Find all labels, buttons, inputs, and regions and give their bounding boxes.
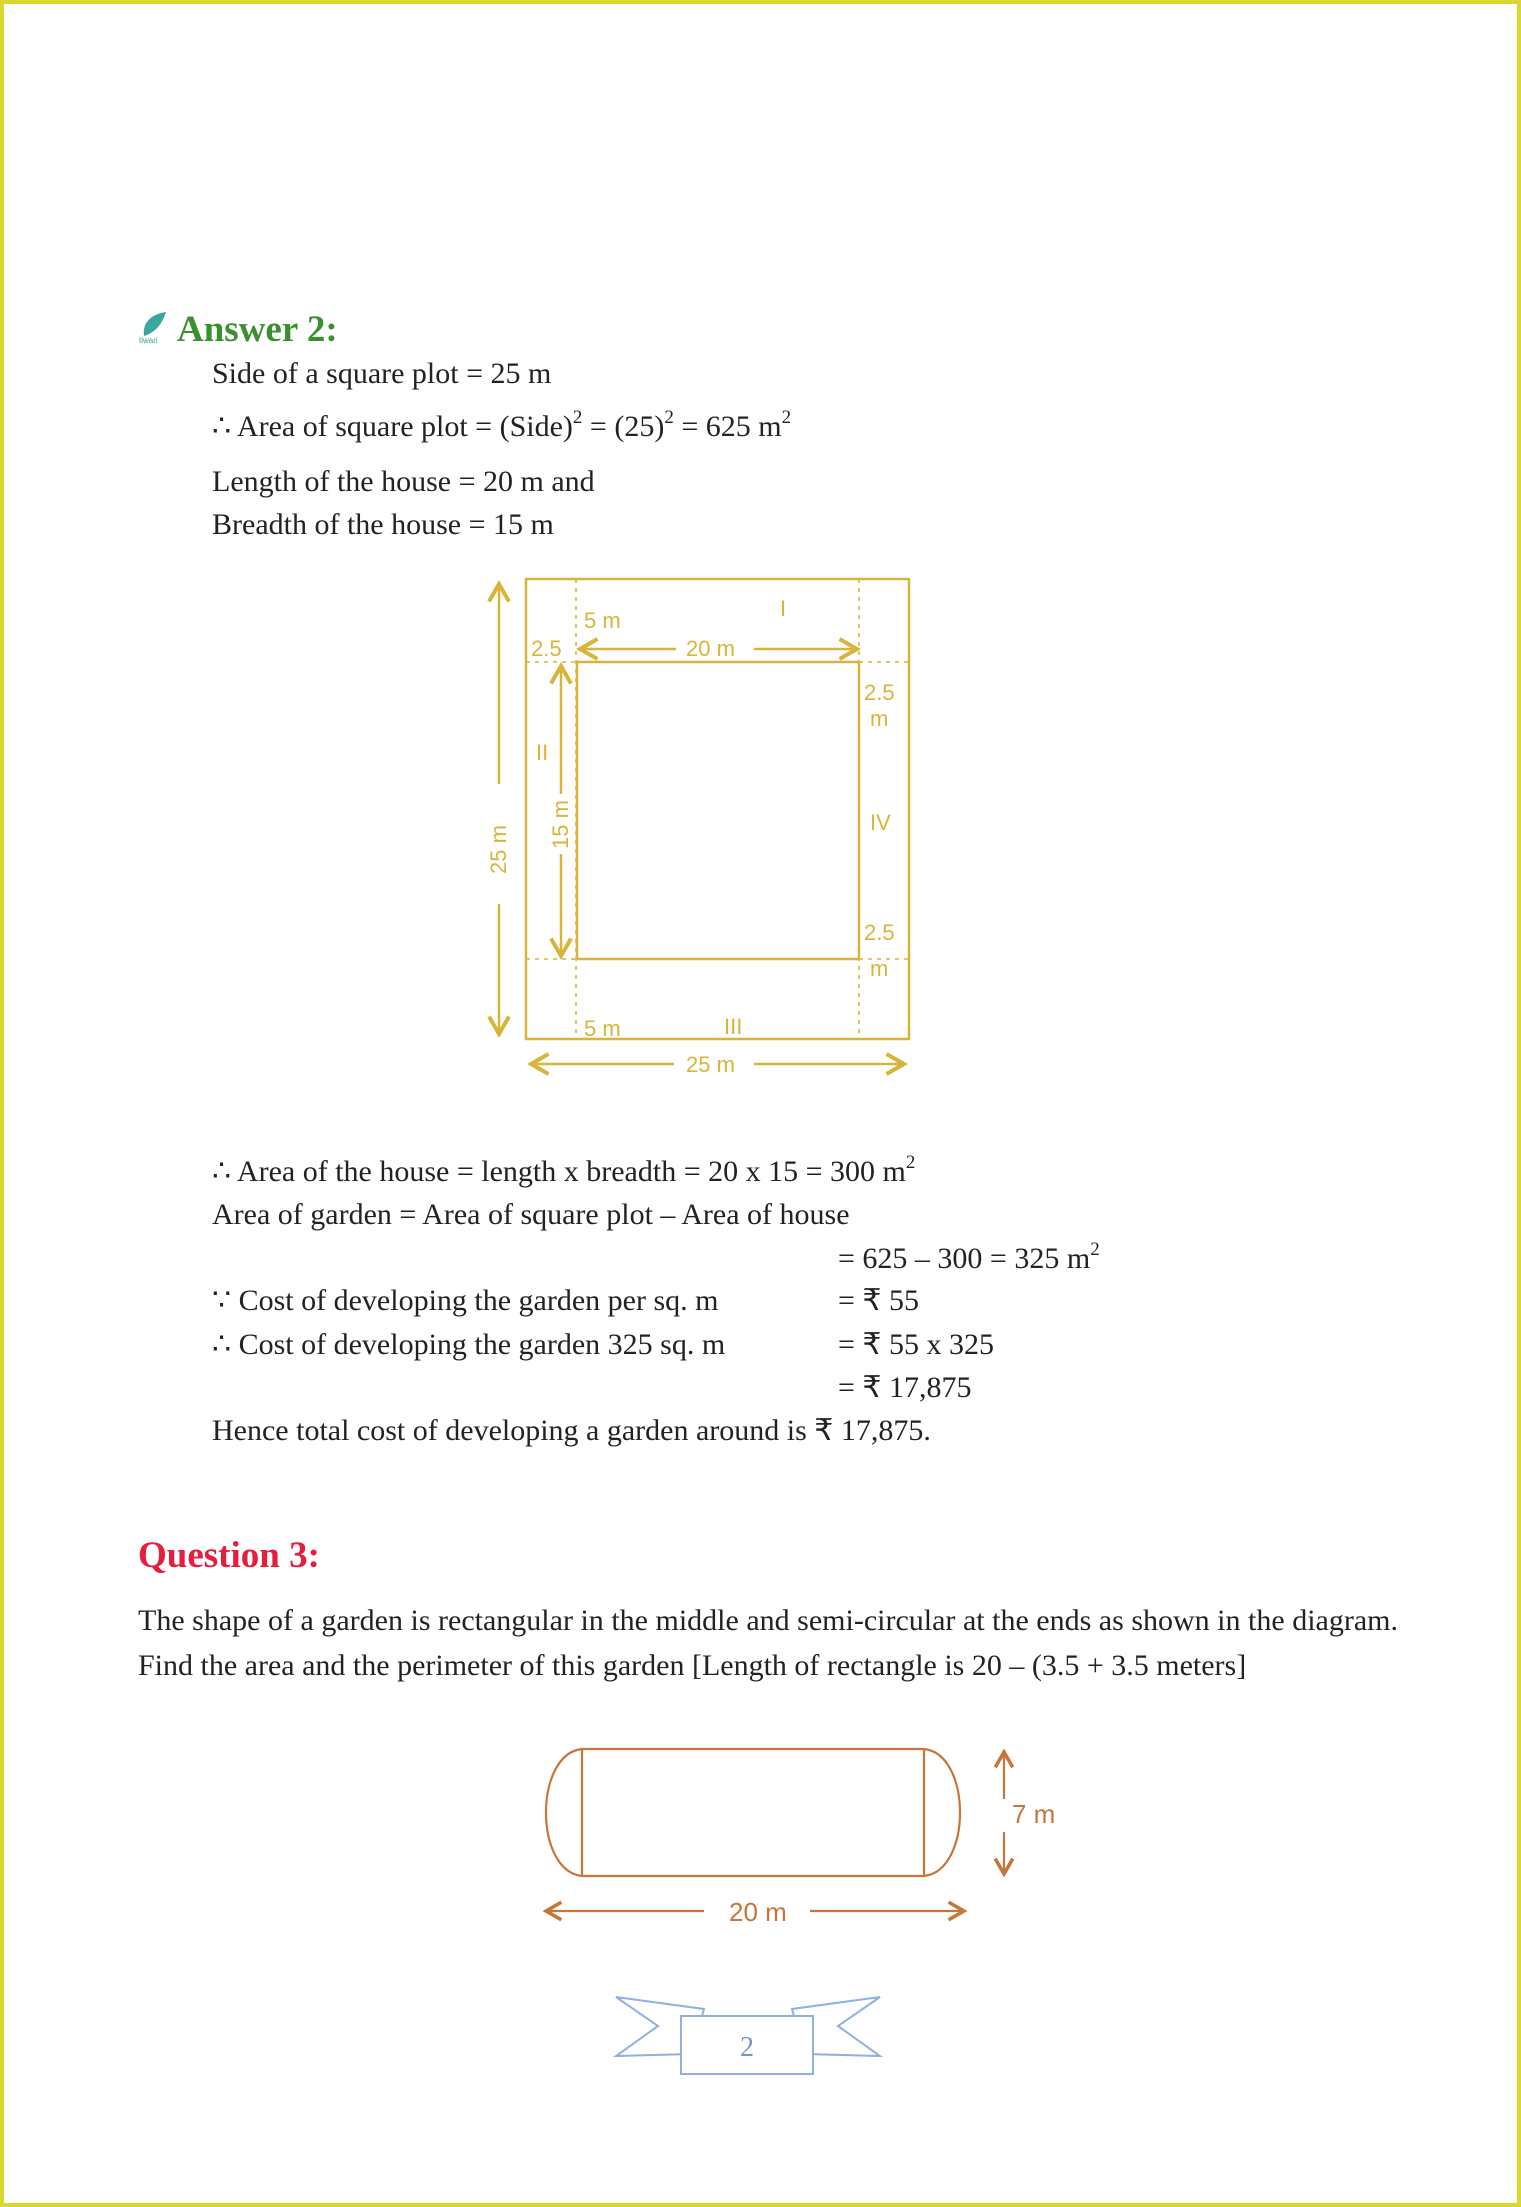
svg-text:tiwari: tiwari (139, 336, 158, 344)
height-label: 7 m (1012, 1799, 1056, 1829)
text-line: Hence total cost of developing a garden around is ₹ 17,875. (212, 1414, 931, 1447)
superscript: 2 (905, 1152, 916, 1173)
diagram-label: m (870, 956, 889, 981)
garden-diagram (546, 1749, 1004, 1911)
text-line (212, 1152, 916, 1188)
text-line: Side of a square plot = 25 m (212, 357, 552, 390)
length-label: 20 m (729, 1897, 787, 1927)
diagram-label: I (780, 596, 787, 621)
diagram-label: 20 m (686, 636, 735, 661)
text-line: ∴ Cost of developing the garden 325 sq. m (212, 1328, 726, 1361)
text-line: = ₹ 55 x 325 (838, 1328, 995, 1361)
text-line: Area of garden = Area of square plot – Area of house (212, 1198, 850, 1231)
text-line (838, 1239, 1100, 1275)
text: ∴ Area of square plot = (Side) (212, 410, 573, 443)
diagram-label: III (724, 1014, 743, 1039)
square-plot-diagram (4, 4, 1521, 2207)
superscript: 2 (1090, 1239, 1100, 1260)
text-line: = ₹ 17,875 (838, 1371, 972, 1404)
diagram-label: 25 m (686, 1052, 735, 1077)
answer-heading: Answer 2: (177, 309, 338, 350)
text: = 625 m (673, 410, 782, 443)
question-text: The shape of a garden is rectangular in the middle and semi-circular at the ends as shown in the diagram. Find the area and the perimeter of this garden [Length of rectangle is 20 – (3.5 + 3.5 meters] (138, 1604, 1398, 1682)
superscript: 2 (572, 407, 583, 428)
superscript: 2 (781, 407, 792, 428)
text-line: Breadth of the house = 15 m (212, 508, 554, 541)
question-heading: Question 3: (138, 1535, 320, 1576)
diagram-label: 2.5 (864, 920, 895, 945)
text: = 625 – 300 = 325 m (838, 1242, 1091, 1275)
diagram-label: IV (870, 810, 891, 835)
diagram-label: 15 m (548, 800, 573, 849)
text: = (25) (582, 410, 665, 443)
diagram-label: 25 m (486, 825, 511, 874)
diagram-label: 5 m (584, 608, 621, 633)
text-line: Length of the house = 20 m and (212, 465, 595, 498)
diagram-label: 2.5 (531, 636, 562, 661)
text-line: ∵ Cost of developing the garden per sq. m (212, 1284, 719, 1317)
diagram-label: 2.5 (864, 680, 895, 705)
page-number: 2 (740, 2032, 754, 2063)
text: ∴ Area of the house = length x breadth = 20 x 15 = 300 m (212, 1155, 906, 1188)
diagram-label: 5 m (584, 1016, 621, 1041)
house-outline (577, 662, 859, 959)
diagram-label: m (870, 706, 889, 731)
superscript: 2 (664, 407, 674, 428)
diagram-label: II (536, 740, 549, 765)
text-line: = ₹ 55 (838, 1284, 920, 1317)
